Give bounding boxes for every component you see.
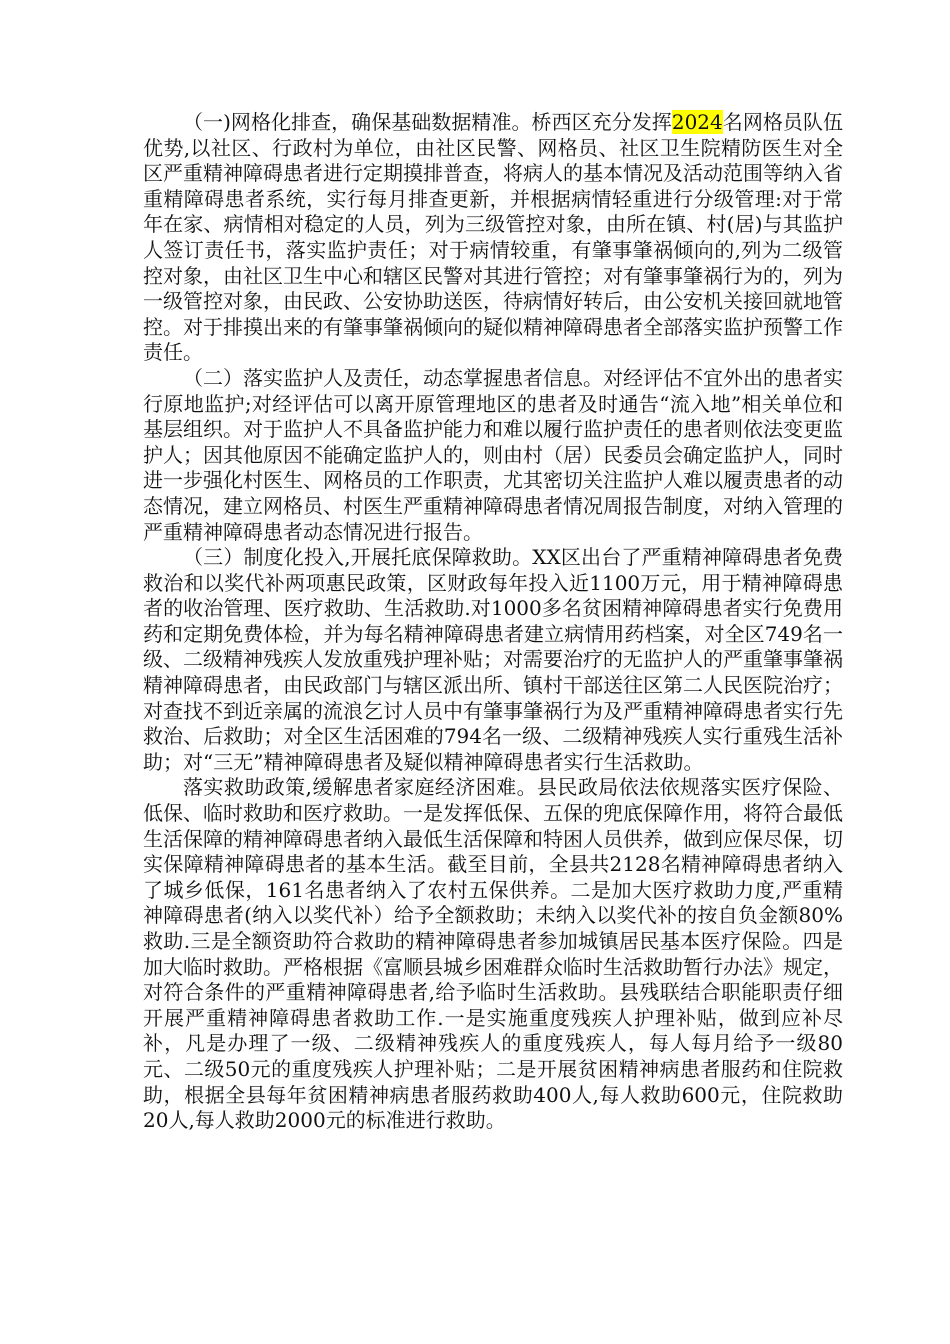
document-body — [143, 110, 843, 1134]
paragraph-relief-policy: 落实救助政策,缓解患者家庭经济困难。县民政局依法依规落实医疗保险、低保、临时救助和医疗救助。一是发挥低保、五保的兜底保障作用，将符合最低生活保障的精神障碍患者纳入最低生活保障和特困人员供养，做到应保尽保，切实保障精神障碍患者的基本生活。截至目前，全县共2128名精神障碍患者纳入了城乡低保，161名患者纳入了农村五保供养。二是加大医疗救助力度,严重精神障碍患者(纳入以奖代补）给予全额救助；未纳入以奖代补的按自负金额80%救助.三是全额资助符合救助的精神障碍患者参加城镇居民基本医疗保险。四是加大临时救助。严格根据《富顺县城乡困难群众临时生活救助暂行办法》规定，对符合条件的严重精神障碍患者,给予临时生活救助。县残联结合职能职责仔细开展严重精神障碍患者救助工作.一是实施重度残疾人护理补贴，做到应补尽补，凡是办理了一级、二级精神残疾人的重度残疾人，每人每月给予一级80元、二级50元的重度残疾人护理补贴；二是开展贫困精神病患者服药和住院救助，根据全县每年贫困精神病患者服药救助400人,每人救助600元，住院救助20人,每人救助2000元的标准进行救助。 — [143, 775, 843, 1133]
paragraph-grid-screening — [143, 110, 843, 366]
highlighted-number: 2024 — [671, 110, 723, 134]
paragraph-guardian-responsibility: （二）落实监护人及责任，动态掌握患者信息。对经评估不宜外出的患者实行原地监护;对经评估可以离开原管理地区的患者及时通告“流入地”相关单位和基层组织。对于监护人不具备监护能力和难以履行监护责任的患者则依法变更监护人；因其他原因不能确定监护人的，则由村（居）民委员会确定监护人，同时进一步强化村医生、网格员的工作职责，尤其密切关注监护人难以履责患者的动态情况，建立网格员、村医生严重精神障碍患者情况周报告制度，对纳入管理的严重精神障碍患者动态情况进行报告。 — [143, 365, 843, 544]
paragraph-institutional-investment: （三）制度化投入,开展托底保障救助。XX区出台了严重精神障碍患者免费救治和以奖代补两项惠民政策，区财政每年投入近1100万元，用于精神障碍患者的收治管理、医疗救助、生活救助.对1000多名贫困精神障碍患者实行免费用药和定期免费体检，并为每名精神障碍患者建立病情用药档案，对全区749名一级、二级精神残疾人发放重残护理补贴；对需要治疗的无监护人的严重肇事肇祸精神障碍患者，由民政部门与辖区派出所、镇村干部送往区第二人民医院治疗；对查找不到近亲属的流浪乞讨人员中有肇事肇祸行为及严重精神障碍患者实行先救治、后救助；对全区生活困难的794名一级、二级精神残疾人实行重残生活补助；对“三无”精神障碍患者及疑似精神障碍患者实行生活救助。 — [143, 545, 843, 774]
paragraph-text-after-highlight: 名网格员队伍优势,以社区、行政村为单位，由社区民警、网格员、社区卫生院精防医生对全区严重精神障碍患者进行定期摸排普查，将病人的基本情况及活动范围等纳入省重精障碍患者系统，实行每月排查更新，并根据病情轻重进行分级管理:对于常年在家、病情相对稳定的人员，列为三级管控对象，由所在镇、村(居)与其监护人签订责任书，落实监护责任；对于病情较重，有肇事肇祸倾向的,列为二级管控对象，由社区卫生中心和辖区民警对其进行管控；对有肇事肇祸行为的，列为一级管控对象，由民政、公安协助送医，待病情好转后，由公安机关接回就地管控。对于排摸出来的有肇事肇祸倾向的疑似精神障碍患者全部落实监护预警工作责任。 — [143, 110, 843, 365]
paragraph-text-before-highlight: （一)网格化排查，确保基础数据精准。桥西区充分发挥 — [183, 110, 672, 134]
